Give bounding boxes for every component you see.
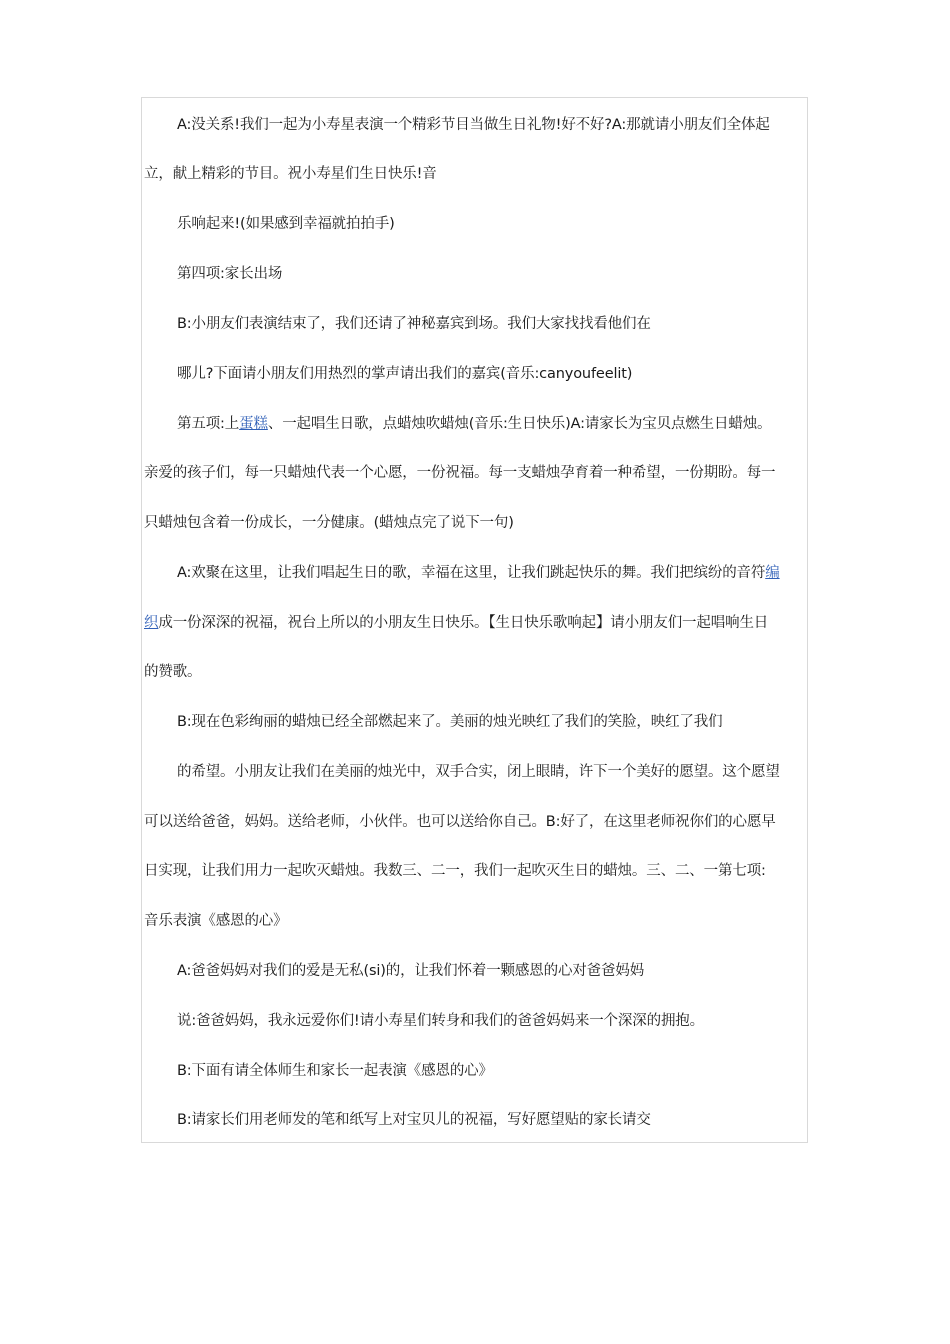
text-line: 的希望。小朋友让我们在美丽的烛光中，双手合实，闭上眼睛，许下一个美好的愿望。这个愿望 xyxy=(177,764,780,780)
cake-link[interactable]: 蛋糕 xyxy=(239,416,268,432)
text-line: A:欢聚在这里，让我们唱起生日的歌，幸福在这里，让我们跳起快乐的舞。我们把缤纷的音符编 xyxy=(177,565,780,581)
text-line: 织成一份深深的祝福，祝台上所以的小朋友生日快乐。【生日快乐歌响起】请小朋友们一起唱响生日 xyxy=(144,615,769,631)
text-line: B:现在色彩绚丽的蜡烛已经全部燃起来了。美丽的烛光映红了我们的笑脸，映红了我们 xyxy=(177,714,723,730)
text-line: 只蜡烛包含着一份成长，一分健康。(蜡烛点完了说下一句) xyxy=(144,515,514,531)
text-line: B:小朋友们表演结束了，我们还请了神秘嘉宾到场。我们大家找找看他们在 xyxy=(177,316,651,332)
text-line: B:请家长们用老师发的笔和纸写上对宝贝儿的祝福，写好愿望贴的家长请交 xyxy=(177,1112,651,1128)
text-line: 日实现，让我们用力一起吹灭蜡烛。我数三、二一，我们一起吹灭生日的蜡烛。三、二、一第七项: xyxy=(144,863,766,879)
text-line: 乐响起来!(如果感到幸福就拍拍手) xyxy=(177,216,395,232)
text-line: 的赞歌。 xyxy=(144,664,202,680)
weave-link-part1[interactable]: 编 xyxy=(765,565,780,581)
text-line: 可以送给爸爸，妈妈。送给老师，小伙伴。也可以送给你自己。B:好了，在这里老师祝你们的心愿早 xyxy=(144,814,776,830)
text-line: 哪儿?下面请小朋友们用热烈的掌声请出我们的嘉宾(音乐:canyoufeelit) xyxy=(177,366,633,382)
text-line: A:爸爸妈妈对我们的爱是无私(si)的，让我们怀着一颗感恩的心对爸爸妈妈 xyxy=(177,963,645,979)
weave-link-part2[interactable]: 织 xyxy=(144,615,159,631)
text-line: B:下面有请全体师生和家长一起表演《感恩的心》 xyxy=(177,1063,493,1079)
text-line: 亲爱的孩子们，每一只蜡烛代表一个心愿，一份祝福。每一支蜡烛孕育着一种希望，一份期盼。每一 xyxy=(144,465,776,481)
text-line: 立，献上精彩的节目。祝小寿星们生日快乐!音 xyxy=(144,166,437,182)
section-heading: 音乐表演《感恩的心》 xyxy=(144,913,288,929)
section-heading: 第四项:家长出场 xyxy=(177,266,283,282)
section-heading: 第五项:上蛋糕、一起唱生日歌，点蜡烛吹蜡烛(音乐:生日快乐)A:请家长为宝贝点燃生日蜡烛。 xyxy=(177,416,772,432)
text-line: A:没关系!我们一起为小寿星表演一个精彩节目当做生日礼物!好不好?A:那就请小朋友们全体起 xyxy=(177,117,770,133)
text-line: 说:爸爸妈妈，我永远爱你们!请小寿星们转身和我们的爸爸妈妈来一个深深的拥抱。 xyxy=(177,1013,704,1029)
